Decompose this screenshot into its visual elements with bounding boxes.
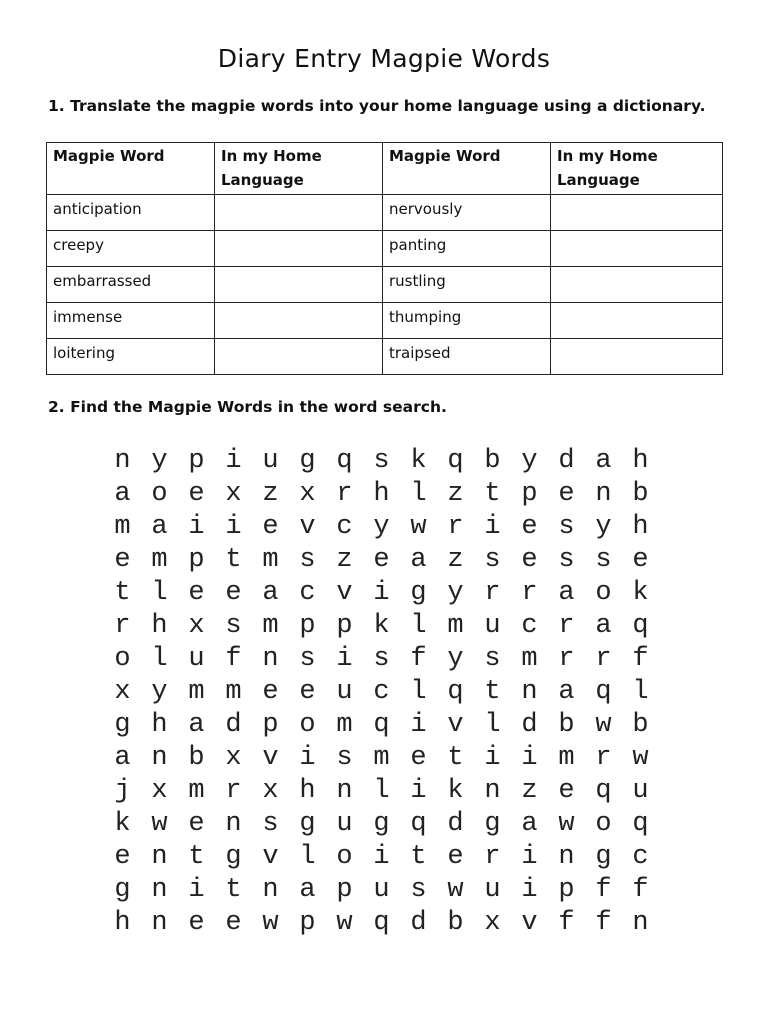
word-search-letter: a bbox=[151, 512, 168, 542]
word-search-letter: m bbox=[262, 545, 279, 575]
word-search-letter: i bbox=[521, 743, 538, 773]
word-search-letter: i bbox=[484, 743, 501, 773]
word-search-letter: d bbox=[225, 710, 242, 740]
word-search-letter: v bbox=[262, 743, 279, 773]
word-search-row bbox=[104, 907, 659, 940]
word-search-letter: q bbox=[447, 446, 464, 476]
word-search-letter: e bbox=[188, 479, 205, 509]
word-search-letter: l bbox=[299, 842, 316, 872]
word-search-letter: b bbox=[188, 743, 205, 773]
header-magpie-word-2: Magpie Word bbox=[383, 143, 551, 195]
word-search-letter: d bbox=[558, 446, 575, 476]
word-search-letter: n bbox=[151, 842, 168, 872]
word-search-letter: l bbox=[484, 710, 501, 740]
word-search-letter: f bbox=[595, 908, 612, 938]
word-search-letter: d bbox=[410, 908, 427, 938]
word-search-letter: l bbox=[151, 578, 168, 608]
question-2 bbox=[48, 398, 447, 416]
word-search-row bbox=[104, 874, 659, 907]
magpie-word-cell: creepy bbox=[47, 231, 215, 267]
word-search-letter: f bbox=[558, 908, 575, 938]
word-search-letter: u bbox=[262, 446, 279, 476]
word-search-letter: a bbox=[262, 578, 279, 608]
magpie-word-cell: traipsed bbox=[383, 339, 551, 375]
word-search-letter: g bbox=[410, 578, 427, 608]
word-search-letter: t bbox=[410, 842, 427, 872]
word-search-row bbox=[104, 742, 659, 775]
magpie-word-cell: anticipation bbox=[47, 195, 215, 231]
word-search-letter: m bbox=[151, 545, 168, 575]
word-search-letter: r bbox=[484, 578, 501, 608]
word-search-letter: f bbox=[632, 644, 649, 674]
word-search-letter: s bbox=[410, 875, 427, 905]
word-search-letter: c bbox=[521, 611, 538, 641]
word-search-letter: e bbox=[188, 809, 205, 839]
word-search-letter: d bbox=[447, 809, 464, 839]
home-language-cell[interactable] bbox=[551, 339, 723, 375]
magpie-word-cell: thumping bbox=[383, 303, 551, 339]
word-search-letter: i bbox=[225, 446, 242, 476]
word-search-row bbox=[104, 775, 659, 808]
word-search-letter: n bbox=[151, 875, 168, 905]
home-language-cell[interactable] bbox=[215, 267, 383, 303]
word-search-letter: f bbox=[595, 875, 612, 905]
word-search-letter: n bbox=[484, 776, 501, 806]
word-search-letter: l bbox=[151, 644, 168, 674]
word-search-letter: r bbox=[558, 611, 575, 641]
word-search-letter: w bbox=[262, 908, 279, 938]
word-search-letter: i bbox=[299, 743, 316, 773]
word-search-letter: a bbox=[114, 743, 131, 773]
word-search-letter: g bbox=[114, 875, 131, 905]
word-search-letter: s bbox=[225, 611, 242, 641]
header-home-language-2: In my Home Language bbox=[551, 143, 723, 195]
word-search-letter: n bbox=[558, 842, 575, 872]
word-search-letter: o bbox=[336, 842, 353, 872]
home-language-cell[interactable] bbox=[551, 231, 723, 267]
word-search-letter: f bbox=[410, 644, 427, 674]
word-search-letter: r bbox=[521, 578, 538, 608]
word-search-letter: h bbox=[151, 611, 168, 641]
word-search-letter: p bbox=[262, 710, 279, 740]
word-search-row bbox=[104, 445, 659, 478]
word-search-letter: k bbox=[373, 611, 390, 641]
word-search-letter: b bbox=[484, 446, 501, 476]
home-language-cell[interactable] bbox=[551, 195, 723, 231]
word-search-letter: t bbox=[114, 578, 131, 608]
word-search-letter: t bbox=[225, 545, 242, 575]
word-search-letter: w bbox=[558, 809, 575, 839]
word-search-letter: e bbox=[558, 776, 575, 806]
word-search-letter: i bbox=[521, 875, 538, 905]
word-search-letter: w bbox=[151, 809, 168, 839]
word-search-letter: p bbox=[299, 611, 316, 641]
word-search-letter: i bbox=[188, 512, 205, 542]
word-search-letter: s bbox=[299, 644, 316, 674]
word-search-letter: u bbox=[188, 644, 205, 674]
word-search-letter: o bbox=[595, 578, 612, 608]
home-language-cell[interactable] bbox=[215, 303, 383, 339]
question-2-number: 2 bbox=[48, 398, 59, 416]
word-search-letter: c bbox=[299, 578, 316, 608]
word-search-letter: m bbox=[558, 743, 575, 773]
word-search-letter: g bbox=[484, 809, 501, 839]
word-search-letter: o bbox=[151, 479, 168, 509]
word-search-letter: q bbox=[595, 677, 612, 707]
word-search-letter: q bbox=[373, 710, 390, 740]
word-search-letter: i bbox=[373, 578, 390, 608]
word-search-letter: g bbox=[114, 710, 131, 740]
word-search-row bbox=[104, 577, 659, 610]
word-search-grid bbox=[104, 445, 659, 940]
question-2-text: . Find the Magpie Words in the word search. bbox=[58, 398, 447, 416]
word-search-letter: h bbox=[151, 710, 168, 740]
word-search-letter: o bbox=[595, 809, 612, 839]
word-search-letter: v bbox=[299, 512, 316, 542]
word-search-letter: x bbox=[151, 776, 168, 806]
word-search-letter: w bbox=[447, 875, 464, 905]
word-search-letter: e bbox=[521, 512, 538, 542]
header-magpie-word-1: Magpie Word bbox=[47, 143, 215, 195]
table-row bbox=[47, 339, 723, 375]
word-search-letter: u bbox=[632, 776, 649, 806]
word-search-letter: s bbox=[595, 545, 612, 575]
word-search-letter: z bbox=[262, 479, 279, 509]
word-search-letter: h bbox=[373, 479, 390, 509]
word-search-letter: x bbox=[114, 677, 131, 707]
word-search-letter: l bbox=[373, 776, 390, 806]
word-search-letter: w bbox=[410, 512, 427, 542]
word-search-letter: a bbox=[558, 677, 575, 707]
magpie-words-table bbox=[46, 142, 723, 375]
word-search-letter: f bbox=[225, 644, 242, 674]
word-search-letter: p bbox=[188, 446, 205, 476]
word-search-letter: e bbox=[632, 545, 649, 575]
word-search-letter: w bbox=[632, 743, 649, 773]
table-row bbox=[47, 303, 723, 339]
word-search-letter: h bbox=[299, 776, 316, 806]
word-search-letter: y bbox=[595, 512, 612, 542]
word-search-letter: m bbox=[336, 710, 353, 740]
word-search-row bbox=[104, 544, 659, 577]
word-search-letter: m bbox=[447, 611, 464, 641]
word-search-letter: e bbox=[188, 908, 205, 938]
word-search-letter: e bbox=[410, 743, 427, 773]
word-search-letter: a bbox=[558, 578, 575, 608]
word-search-letter: n bbox=[151, 743, 168, 773]
word-search-letter: e bbox=[447, 842, 464, 872]
word-search-letter: m bbox=[521, 644, 538, 674]
word-search-letter: n bbox=[521, 677, 538, 707]
home-language-cell[interactable] bbox=[215, 231, 383, 267]
word-search-letter: q bbox=[373, 908, 390, 938]
word-search-letter: i bbox=[521, 842, 538, 872]
word-search-letter: l bbox=[410, 479, 427, 509]
word-search-letter: s bbox=[484, 644, 501, 674]
word-search-letter: t bbox=[447, 743, 464, 773]
word-search-letter: e bbox=[262, 677, 279, 707]
word-search-letter: p bbox=[188, 545, 205, 575]
word-search-letter: t bbox=[225, 875, 242, 905]
word-search-letter: m bbox=[114, 512, 131, 542]
magpie-word-cell: immense bbox=[47, 303, 215, 339]
word-search-letter: a bbox=[595, 446, 612, 476]
word-search-letter: m bbox=[188, 677, 205, 707]
word-search-letter: q bbox=[410, 809, 427, 839]
word-search-letter: v bbox=[336, 578, 353, 608]
word-search-letter: k bbox=[114, 809, 131, 839]
word-search-letter: v bbox=[262, 842, 279, 872]
word-search-letter: x bbox=[484, 908, 501, 938]
word-search-letter: i bbox=[225, 512, 242, 542]
word-search-letter: h bbox=[114, 908, 131, 938]
table-row bbox=[47, 231, 723, 267]
word-search-letter: c bbox=[336, 512, 353, 542]
word-search-letter: g bbox=[299, 809, 316, 839]
word-search-letter: b bbox=[632, 710, 649, 740]
word-search-letter: r bbox=[225, 776, 242, 806]
word-search-letter: v bbox=[521, 908, 538, 938]
word-search-letter: x bbox=[188, 611, 205, 641]
table-row bbox=[47, 195, 723, 231]
table-row bbox=[47, 267, 723, 303]
word-search-letter: n bbox=[595, 479, 612, 509]
word-search-letter: y bbox=[447, 578, 464, 608]
word-search-letter: b bbox=[632, 479, 649, 509]
word-search-letter: s bbox=[484, 545, 501, 575]
word-search-letter: e bbox=[225, 908, 242, 938]
word-search-letter: m bbox=[225, 677, 242, 707]
question-1-number: 1 bbox=[48, 97, 59, 115]
word-search-letter: q bbox=[336, 446, 353, 476]
word-search-letter: r bbox=[114, 611, 131, 641]
word-search-letter: x bbox=[225, 743, 242, 773]
word-search-letter: s bbox=[336, 743, 353, 773]
word-search-letter: p bbox=[299, 908, 316, 938]
word-search-letter: h bbox=[632, 446, 649, 476]
word-search-letter: e bbox=[225, 578, 242, 608]
word-search-letter: i bbox=[188, 875, 205, 905]
word-search-row bbox=[104, 478, 659, 511]
word-search-letter: n bbox=[262, 644, 279, 674]
word-search-letter: y bbox=[521, 446, 538, 476]
word-search-letter: z bbox=[521, 776, 538, 806]
word-search-letter: a bbox=[595, 611, 612, 641]
word-search-letter: l bbox=[632, 677, 649, 707]
page-title: Diary Entry Magpie Words bbox=[217, 44, 551, 73]
word-search-letter: p bbox=[558, 875, 575, 905]
word-search-letter: u bbox=[336, 677, 353, 707]
word-search-letter: n bbox=[114, 446, 131, 476]
word-search-letter: n bbox=[336, 776, 353, 806]
word-search-letter: e bbox=[262, 512, 279, 542]
word-search-letter: u bbox=[373, 875, 390, 905]
word-search-letter: a bbox=[299, 875, 316, 905]
word-search-letter: s bbox=[373, 446, 390, 476]
word-search-letter: i bbox=[410, 776, 427, 806]
word-search-letter: s bbox=[262, 809, 279, 839]
word-search-letter: v bbox=[447, 710, 464, 740]
word-search-letter: g bbox=[373, 809, 390, 839]
word-search-row bbox=[104, 841, 659, 874]
word-search-letter: c bbox=[373, 677, 390, 707]
word-search-letter: q bbox=[632, 611, 649, 641]
word-search-letter: u bbox=[484, 875, 501, 905]
word-search-letter: u bbox=[484, 611, 501, 641]
word-search-letter: t bbox=[484, 677, 501, 707]
word-search-letter: e bbox=[521, 545, 538, 575]
word-search-letter: k bbox=[447, 776, 464, 806]
word-search-letter: n bbox=[151, 908, 168, 938]
question-1 bbox=[48, 97, 706, 115]
word-search-letter: m bbox=[262, 611, 279, 641]
word-search-letter: l bbox=[410, 677, 427, 707]
word-search-letter: m bbox=[188, 776, 205, 806]
word-search-letter: m bbox=[373, 743, 390, 773]
home-language-cell[interactable] bbox=[215, 195, 383, 231]
word-search-letter: z bbox=[447, 545, 464, 575]
word-search-letter: g bbox=[595, 842, 612, 872]
header-home-language-1: In my Home Language bbox=[215, 143, 383, 195]
word-search-letter: a bbox=[521, 809, 538, 839]
word-search-letter: a bbox=[410, 545, 427, 575]
word-search-letter: l bbox=[410, 611, 427, 641]
word-search-letter: z bbox=[336, 545, 353, 575]
word-search-letter: p bbox=[336, 875, 353, 905]
word-search-letter: i bbox=[484, 512, 501, 542]
word-search-letter: p bbox=[521, 479, 538, 509]
table-header-row bbox=[47, 143, 723, 195]
word-search-letter: t bbox=[188, 842, 205, 872]
word-search-letter: k bbox=[632, 578, 649, 608]
question-1-text: . Translate the magpie words into your home language using a dictionary. bbox=[58, 97, 706, 115]
word-search-letter: q bbox=[447, 677, 464, 707]
word-search-row bbox=[104, 808, 659, 841]
word-search-letter: r bbox=[595, 743, 612, 773]
word-search-letter: i bbox=[336, 644, 353, 674]
word-search-letter: w bbox=[595, 710, 612, 740]
word-search-letter: h bbox=[632, 512, 649, 542]
word-search-letter: s bbox=[558, 512, 575, 542]
word-search-letter: n bbox=[225, 809, 242, 839]
word-search-letter: j bbox=[114, 776, 131, 806]
word-search-letter: s bbox=[299, 545, 316, 575]
word-search-letter: y bbox=[151, 677, 168, 707]
word-search-letter: x bbox=[262, 776, 279, 806]
word-search-letter: z bbox=[447, 479, 464, 509]
word-search-row bbox=[104, 709, 659, 742]
word-search-letter: g bbox=[299, 446, 316, 476]
word-search-letter: b bbox=[447, 908, 464, 938]
word-search-letter: y bbox=[373, 512, 390, 542]
word-search-letter: a bbox=[114, 479, 131, 509]
word-search-letter: r bbox=[595, 644, 612, 674]
magpie-word-cell: rustling bbox=[383, 267, 551, 303]
home-language-cell[interactable] bbox=[215, 339, 383, 375]
word-search-letter: n bbox=[262, 875, 279, 905]
word-search-letter: s bbox=[558, 545, 575, 575]
word-search-row bbox=[104, 511, 659, 544]
word-search-letter: r bbox=[336, 479, 353, 509]
word-search-letter: e bbox=[558, 479, 575, 509]
magpie-word-cell: nervously bbox=[383, 195, 551, 231]
word-search-letter: o bbox=[114, 644, 131, 674]
word-search-letter: r bbox=[447, 512, 464, 542]
word-search-letter: a bbox=[188, 710, 205, 740]
word-search-letter: n bbox=[632, 908, 649, 938]
word-search-letter: r bbox=[484, 842, 501, 872]
word-search-letter: t bbox=[484, 479, 501, 509]
word-search-letter: e bbox=[299, 677, 316, 707]
word-search-letter: s bbox=[373, 644, 390, 674]
word-search-letter: i bbox=[410, 710, 427, 740]
word-search-letter: q bbox=[632, 809, 649, 839]
word-search-letter: d bbox=[521, 710, 538, 740]
word-search-letter: y bbox=[151, 446, 168, 476]
word-search-letter: e bbox=[188, 578, 205, 608]
magpie-word-cell: panting bbox=[383, 231, 551, 267]
word-search-row bbox=[104, 643, 659, 676]
word-search-letter: q bbox=[595, 776, 612, 806]
magpie-word-cell: embarrassed bbox=[47, 267, 215, 303]
word-search-letter: e bbox=[114, 842, 131, 872]
word-search-row bbox=[104, 610, 659, 643]
word-search-letter: c bbox=[632, 842, 649, 872]
word-search-letter: u bbox=[336, 809, 353, 839]
word-search-letter: w bbox=[336, 908, 353, 938]
word-search-letter: p bbox=[336, 611, 353, 641]
word-search-row bbox=[104, 676, 659, 709]
word-search-letter: b bbox=[558, 710, 575, 740]
word-search-letter: o bbox=[299, 710, 316, 740]
word-search-letter: y bbox=[447, 644, 464, 674]
word-search-letter: i bbox=[373, 842, 390, 872]
word-search-letter: r bbox=[558, 644, 575, 674]
word-search-letter: x bbox=[299, 479, 316, 509]
word-search-letter: e bbox=[114, 545, 131, 575]
word-search-letter: x bbox=[225, 479, 242, 509]
word-search-letter: g bbox=[225, 842, 242, 872]
magpie-word-cell: loitering bbox=[47, 339, 215, 375]
home-language-cell[interactable] bbox=[551, 267, 723, 303]
word-search-letter: f bbox=[632, 875, 649, 905]
home-language-cell[interactable] bbox=[551, 303, 723, 339]
word-search-letter: e bbox=[373, 545, 390, 575]
word-search-letter: k bbox=[410, 446, 427, 476]
